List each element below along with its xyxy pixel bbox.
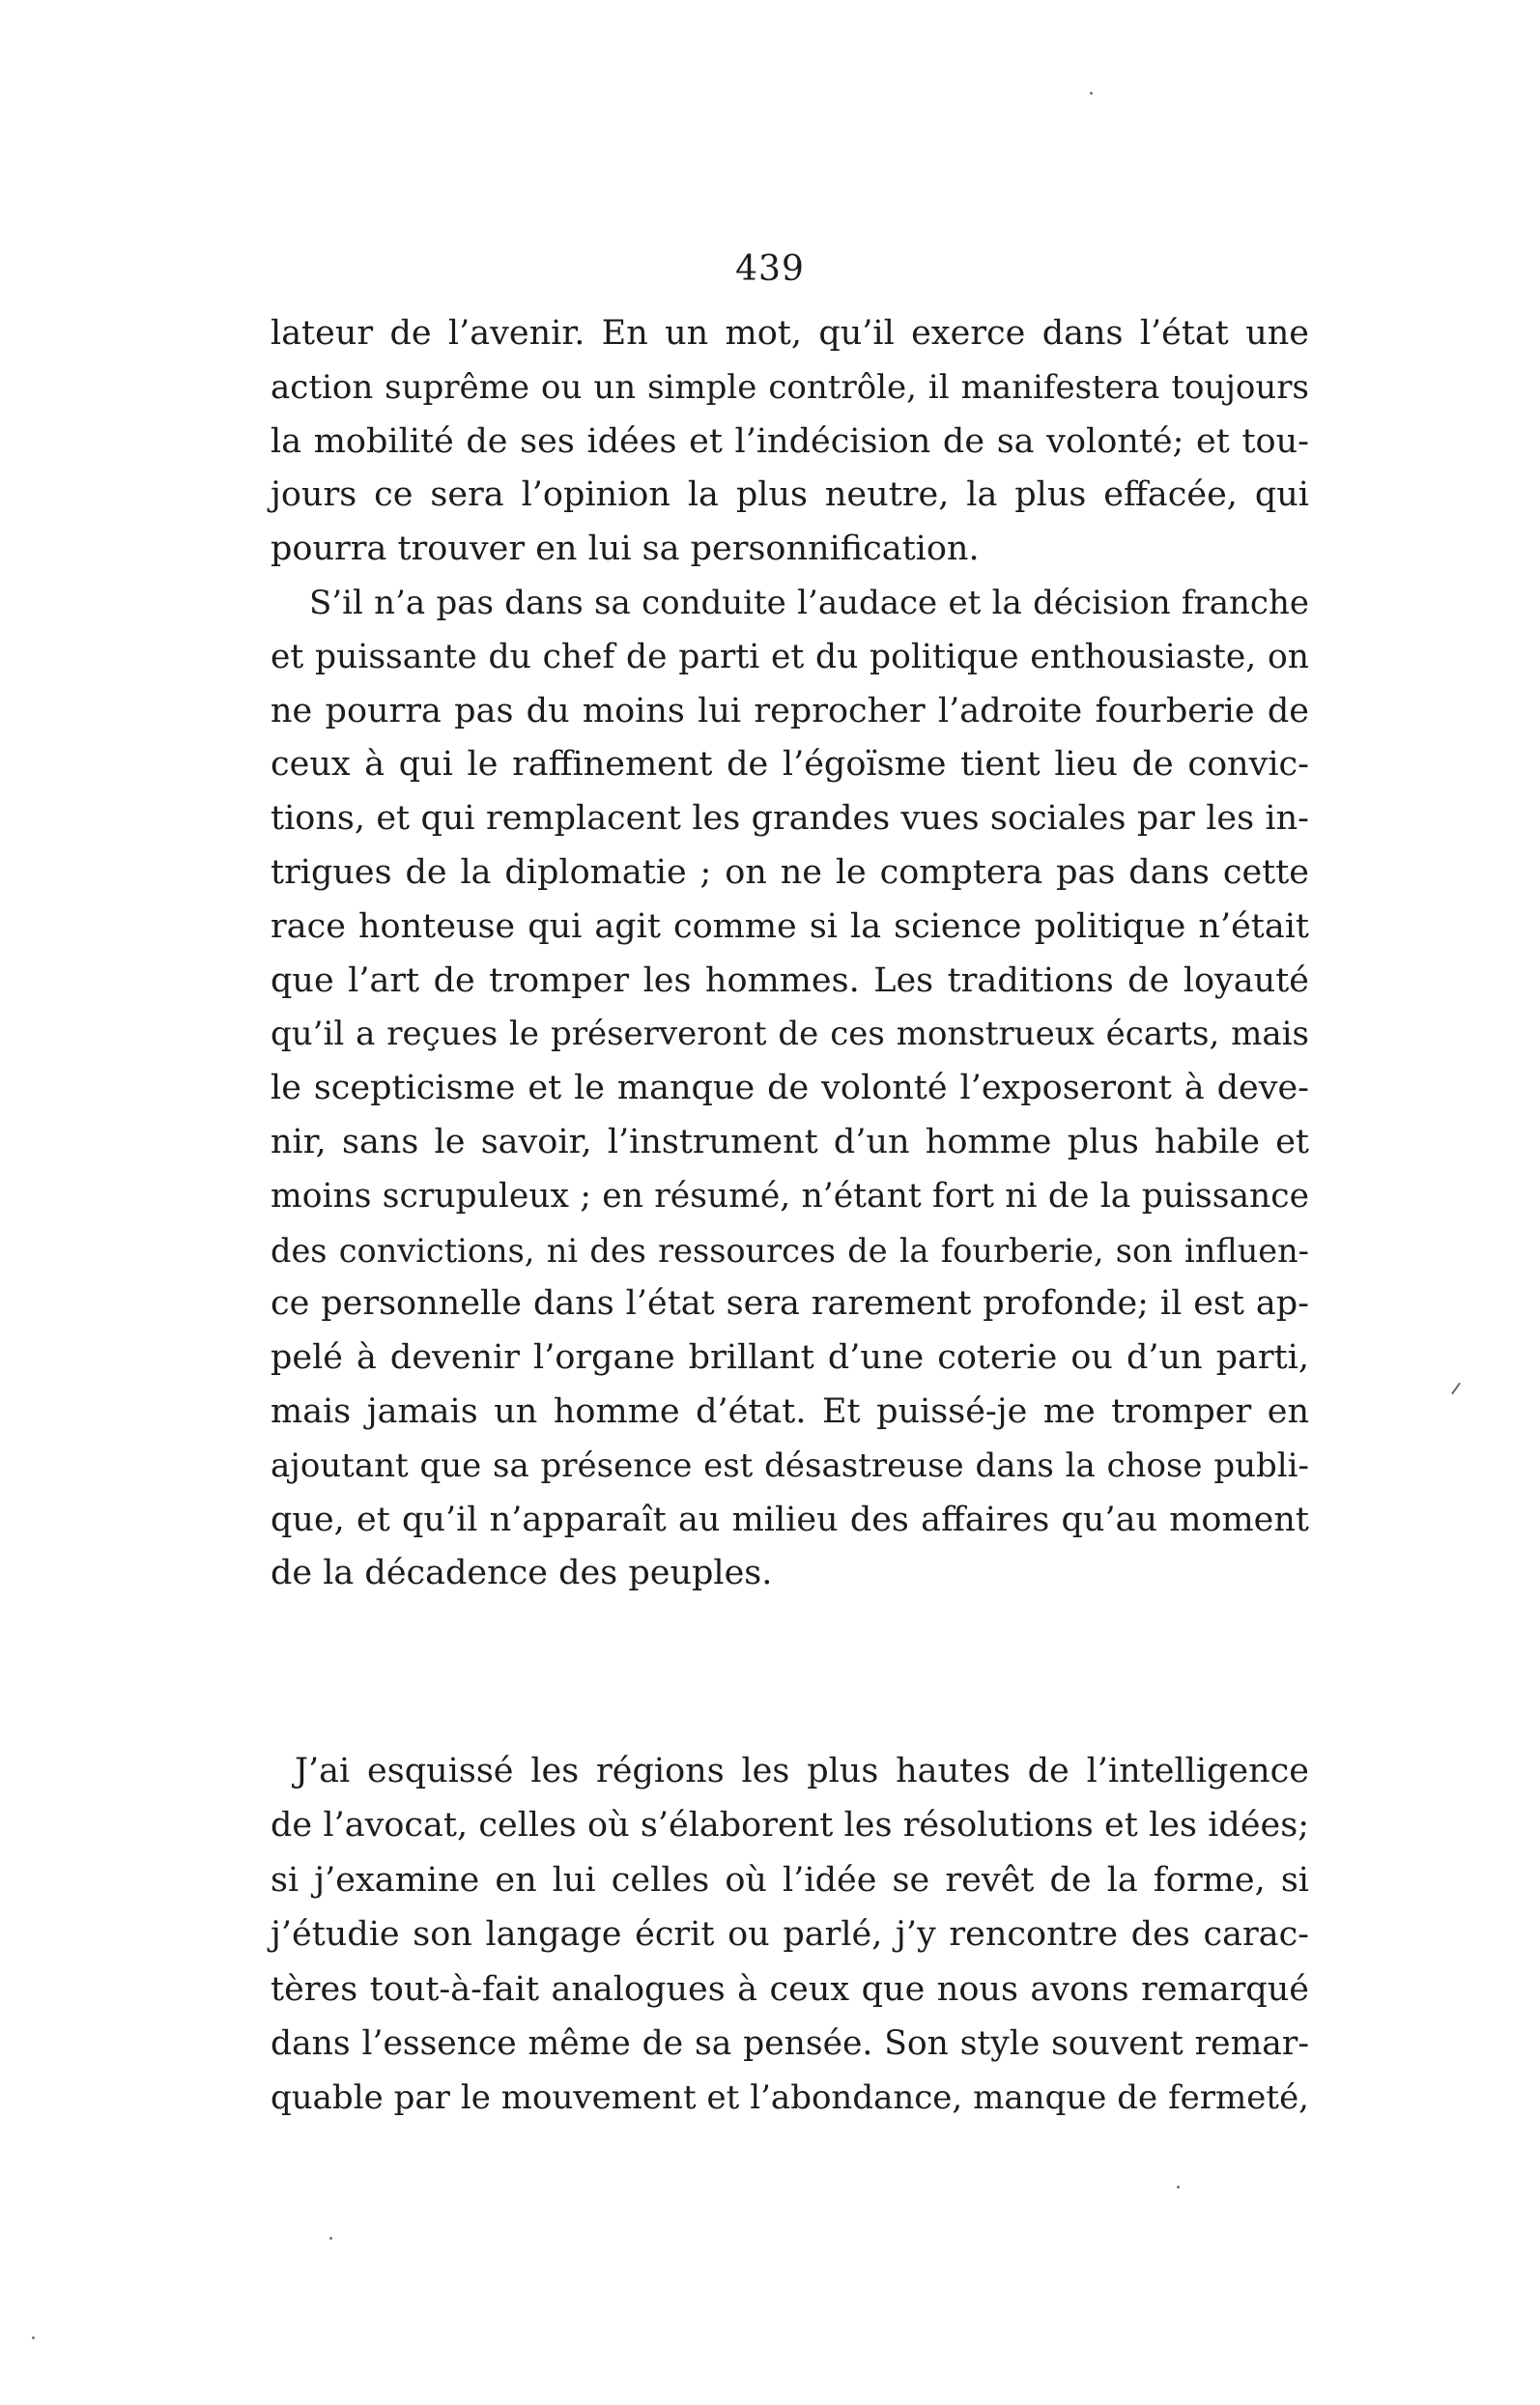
text-line: trigues de la diplomatie ; on ne le comptera pas dans cette <box>271 852 1309 892</box>
text-line: de la décadence des peuples. <box>271 1554 773 1593</box>
text-line: pelé à devenir l’organe brillant d’une coterie ou d’un parti, <box>271 1338 1309 1378</box>
paper-speck <box>1090 92 1093 95</box>
text-line: S’il n’a pas dans sa conduite l’audace et la décision franche <box>309 583 1309 622</box>
text-line: race honteuse qui agit comme si la science politique n’était <box>271 906 1309 946</box>
paper-mark <box>1451 1383 1461 1395</box>
text-line: si j’examine en lui celles où l’idée se revêt de la forme, si <box>271 1860 1309 1900</box>
text-line: de l’avocat, celles où s’élaborent les résolutions et les idées; <box>271 1806 1309 1846</box>
paper-speck <box>1177 2186 1180 2189</box>
text-line: ajoutant que sa présence est désastreuse dans la chose publi- <box>271 1446 1309 1485</box>
paper-speck <box>32 2336 35 2339</box>
paper-speck <box>329 2237 332 2240</box>
text-line: ceux à qui le raffinement de l’égoïsme tient lieu de convic- <box>271 745 1309 785</box>
text-line: nir, sans le savoir, l’instrument d’un homme plus habile et <box>271 1122 1309 1161</box>
text-line: pourra trouver en lui sa personnification. <box>271 530 980 569</box>
text-line: J’ai esquissé les régions les plus hautes de l’intelligence <box>295 1752 1309 1790</box>
text-block-upper <box>271 307 1309 1601</box>
text-line: action suprême ou un simple contrôle, il manifestera toujours <box>271 367 1309 407</box>
text-line: lateur de l’avenir. En un mot, qu’il exerce dans l’état une <box>271 314 1309 353</box>
text-line: tions, et qui remplacent les grandes vues sociales par les in- <box>271 799 1309 839</box>
text-line: quable par le mouvement et l’abondance, manque de fermeté, <box>271 2078 1309 2118</box>
text-line: j’étudie son langage écrit ou parlé, j’y rencontre des carac- <box>271 1915 1309 1955</box>
text-line: qu’il a reçues le préserveront de ces monstrueux écarts, mais <box>271 1015 1309 1054</box>
paragraph-main <box>271 577 1309 1601</box>
paragraph-new <box>271 1744 1309 2126</box>
text-line: jours ce sera l’opinion la plus neutre, la plus effacée, qui <box>271 475 1309 515</box>
text-line: moins scrupuleux ; en résumé, n’étant fort ni de la puissance <box>271 1176 1309 1216</box>
text-block-lower <box>271 1744 1309 2126</box>
text-line: la mobilité de ses idées et l’indécision de sa volonté; et tou- <box>271 421 1309 461</box>
text-line: et puissante du chef de parti et du politique enthousiaste, on <box>271 637 1309 676</box>
text-line: que, et qu’il n’apparaît au milieu des affaires qu’au moment <box>271 1500 1309 1539</box>
text-line: que l’art de tromper les hommes. Les traditions de loyauté <box>271 960 1309 1000</box>
text-line: ne pourra pas du moins lui reprocher l’adroite fourberie de <box>271 691 1309 730</box>
text-line: tères tout-à-fait analogues à ceux que nous avons remarqué <box>271 1969 1309 2009</box>
text-line: ce personnelle dans l’état sera rarement profonde; il est ap- <box>271 1284 1309 1324</box>
text-line: mais jamais un homme d’état. Et puissé-je me tromper en <box>271 1391 1309 1431</box>
paragraph-continued <box>271 307 1309 577</box>
text-line: le scepticisme et le manque de volonté l’exposeront à deve- <box>271 1069 1309 1108</box>
text-line: dans l’essence même de sa pensée. Son style souvent remar- <box>271 2023 1309 2063</box>
text-line: des convictions, ni des ressources de la fourberie, son influen- <box>271 1231 1309 1270</box>
page-number: 439 <box>735 249 805 289</box>
